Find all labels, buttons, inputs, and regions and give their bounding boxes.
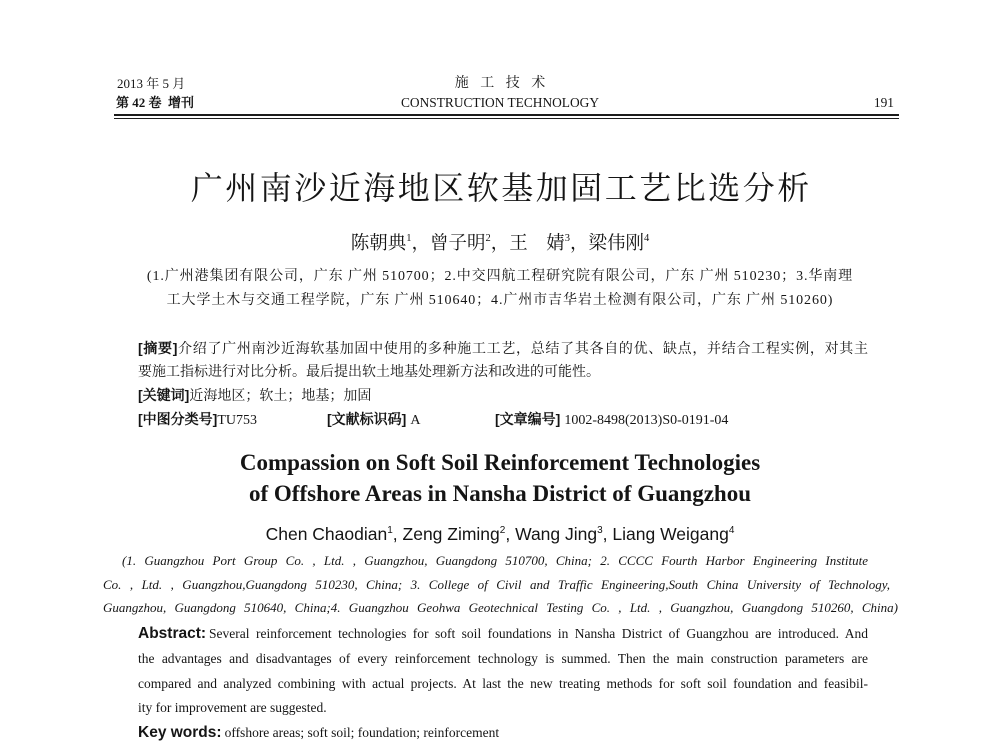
author-name-en: Chen Chaodian	[265, 524, 388, 544]
affiliation-marker: 2	[499, 525, 506, 536]
abstract-cn-label: [摘要]	[138, 340, 178, 356]
author-name-en: Wang Jing	[515, 524, 598, 544]
volume-issue: 第 42 卷 增刊	[116, 95, 195, 110]
affiliation-line-en: Guangzhou, Guangdong 510640, China;4. Guangzhou Geohwa Geotechnical Testing Co. , Ltd. , Guangzhou, Guangdong 510260, China)	[103, 600, 898, 615]
affiliation-marker: 4	[644, 233, 650, 244]
author-name-en: Liang Weigang	[612, 524, 729, 544]
author-separator: ，	[490, 234, 510, 254]
clc-label: [中图分类号]	[138, 411, 218, 427]
abstract-en-line	[138, 622, 868, 646]
article-title-en-line: of Offshore Areas in Nansha District of Guangzhou	[249, 481, 751, 506]
abstract-en-line: the advantages and disadvantages of every reinforcement technology is summed. Then the main construction parameters are	[138, 651, 868, 666]
affiliation-line-cn: (1.广州港集团有限公司，广东 广州 510700；2.中交四航工程研究院有限公司，广东 广州 510230；3.华南理	[146, 269, 854, 284]
author-separator: ,	[505, 524, 516, 544]
affiliation-marker: 1	[406, 233, 412, 244]
doc-code: A	[410, 413, 421, 428]
author-list-cn	[0, 230, 1000, 258]
abstract-en-line: compared and analyzed combining with actual projects. At last the new treating methods for soft soil foundation and feasibil-	[138, 676, 868, 691]
article-id-label: [文章编号]	[495, 411, 561, 427]
affiliation-marker: 1	[387, 525, 393, 536]
keywords-en-text: offshore areas; soft soil; foundation; reinforcement	[224, 725, 500, 740]
affiliation-line-en: Co. , Ltd. , Guangzhou,Guangdong 510230, China; 3. College of Civil and Traffic Engineering,South China University of Technology,	[103, 577, 890, 592]
author-name-cn: 梁伟刚	[588, 234, 645, 254]
header-rule-thin	[114, 118, 899, 119]
author-separator: ，	[411, 234, 430, 254]
keywords-cn	[138, 384, 868, 406]
article-title-en-line: Compassion on Soft Soil Reinforcement Technologies	[239, 450, 761, 475]
author-name-cn: 曾子明	[429, 234, 486, 254]
abstract-en-label: Abstract:	[138, 625, 207, 642]
issue-date: 2013 年 5 月	[117, 76, 186, 91]
clc-number: TU753	[217, 413, 257, 428]
article-title-cn: 广州南沙近海地区软基加固工艺比选分析	[190, 170, 812, 206]
abstract-en-line: ity for improvement are suggested.	[138, 700, 327, 715]
article-id: 1002-8498(2013)S0-0191-04	[564, 413, 729, 428]
author-name-en: Zeng Ziming	[402, 524, 500, 544]
header-rule-thick	[114, 114, 899, 116]
abstract-cn-text: 介绍了广州南沙近海软基加固中使用的多种施工工艺，总结了其各自的优、缺点，并结合工程实例，对其主	[177, 340, 868, 356]
affiliation-line-cn: 工大学土木与交通工程学院，广东 广州 510640；4.广州市吉华岩土检测有限公司，广东 广州 510260)	[166, 293, 834, 308]
abstract-cn-line	[138, 337, 868, 359]
clc-number-field	[138, 408, 257, 430]
doc-code-label: [文献标识码]	[327, 411, 407, 427]
abstract-en-text: Several reinforcement technologies for soft soil foundations in Nansha District of Guangzhou are introduced. And	[209, 626, 868, 641]
journal-name-cn: 施 工 技 术	[454, 76, 550, 91]
author-name-cn: 陈朝典	[350, 234, 407, 254]
abstract-cn-line: 要施工指标进行对比分析。最后提出软土地基处理新方法和改进的可能性。	[138, 363, 600, 379]
affiliation-line-en: (1. Guangzhou Port Group Co. , Ltd. , Guangzhou, Guangdong 510700, China; 2. CCCC Fourth Harbor Engineering Institute	[122, 553, 868, 568]
keywords-cn-label: [关键词]	[138, 387, 190, 403]
keywords-en-label: Key words:	[138, 724, 222, 741]
doc-code-field	[327, 408, 420, 430]
author-separator: ,	[602, 524, 613, 544]
keywords-en	[138, 721, 499, 745]
affiliation-marker: 2	[485, 233, 491, 244]
affiliation-marker: 3	[597, 525, 603, 536]
page-number: 191	[873, 95, 894, 110]
author-list-en	[0, 522, 1000, 546]
article-id-field	[495, 408, 728, 430]
author-name-cn: 王 婧	[509, 234, 565, 254]
affiliation-marker: 4	[728, 525, 735, 536]
affiliation-marker: 3	[564, 233, 571, 244]
journal-name-en: CONSTRUCTION TECHNOLOGY	[400, 95, 599, 110]
keywords-cn-text: 近海地区；软土；地基；加固	[189, 387, 372, 403]
author-separator: ,	[392, 524, 403, 544]
author-separator: ，	[570, 234, 589, 254]
